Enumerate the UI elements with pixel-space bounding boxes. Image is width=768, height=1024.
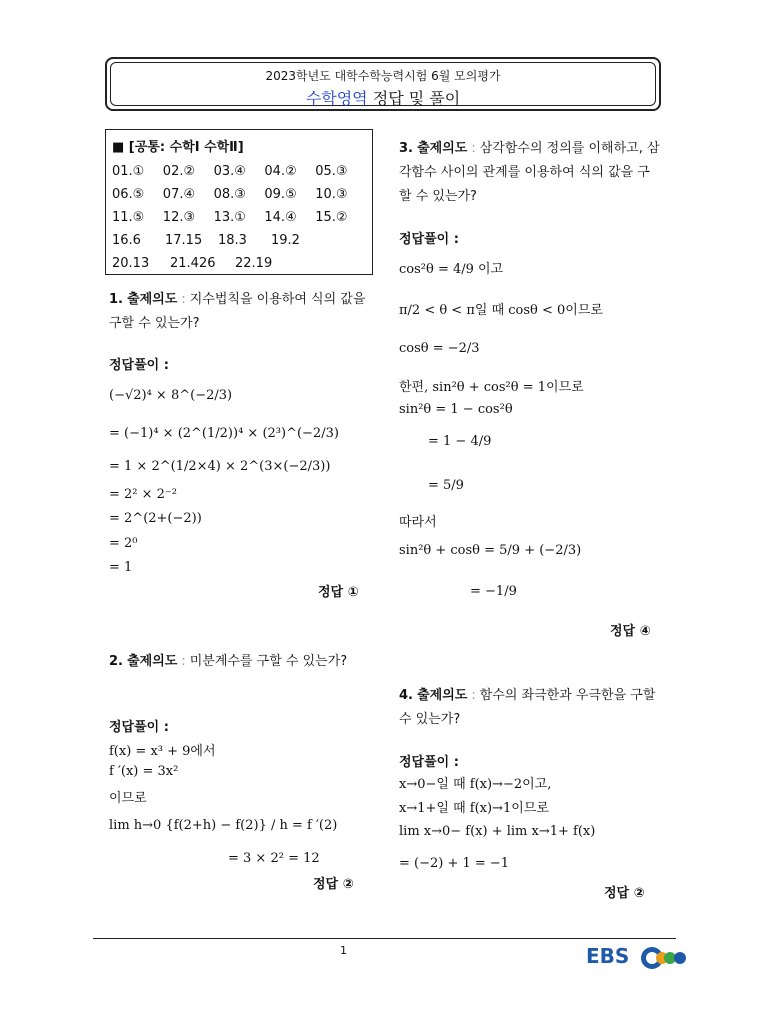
answer-cell: 21.426 — [170, 256, 216, 271]
q1-intent-label: 출제의도 — [127, 292, 178, 307]
answer-cell: 07.④ — [162, 187, 196, 202]
answer-cell: 02.② — [162, 164, 196, 179]
q1-line-1: (−√2)⁴ × 8^(−2/3) — [109, 388, 233, 403]
answer-row — [112, 229, 366, 252]
answer-row — [112, 252, 366, 275]
q2-intent: 2. 출제의도 : 미분계수를 구할 수 있는가? — [109, 654, 348, 669]
q1-solution-label: 정답풀이 : — [109, 358, 169, 373]
q3-line-5: sin²θ = 1 − cos²θ — [399, 402, 513, 417]
answer-cell: 16.6 — [112, 233, 141, 248]
q1-line-6: = 2⁰ — [109, 536, 138, 551]
answer-cell: 09.⑤ — [264, 187, 297, 202]
answer-cell: 01.① — [112, 164, 145, 179]
q1-intent: 1. 출제의도 : 지수법칙을 이용하여 식의 값을 구할 수 있는가? — [109, 292, 366, 331]
q4-line-1: x→0−일 때 f(x)→−2이고, — [399, 777, 552, 792]
answer-cell: 11.⑤ — [112, 210, 145, 225]
title-rest: 정답 및 풀이 — [372, 89, 461, 108]
q4-line-2: x→1+일 때 f(x)→1이므로 — [399, 801, 549, 816]
subject-name: 수학영역 — [305, 89, 368, 108]
q2-intent-text: 미분계수를 구할 수 있는가? — [189, 654, 348, 669]
q4-intent-label: 출제의도 — [417, 688, 468, 703]
answer-cell: 08.③ — [213, 187, 246, 202]
q2-line-4: lim h→0 {f(2+h) − f(2)} / h = f ′(2) — [109, 818, 338, 833]
answer-cell: 06.⑤ — [112, 187, 145, 202]
q4-line-4: = (−2) + 1 = −1 — [399, 856, 510, 871]
question-3 — [399, 137, 661, 209]
q4-answer: 정답 ② — [604, 886, 645, 901]
document-title — [111, 86, 655, 109]
answer-cell: 05.③ — [315, 164, 348, 179]
q1-number: 1. — [109, 292, 123, 307]
answer-cell: 04.② — [264, 164, 297, 179]
q4-intent-text: 함수의 좌극한과 우극한을 구할 수 있는가? — [399, 688, 656, 727]
q3-answer: 정답 ④ — [610, 624, 651, 639]
q4-solution-label: 정답풀이 : — [399, 755, 459, 770]
q3-line-4: 한편, sin²θ + cos²θ = 1이므로 — [399, 380, 584, 395]
answer-cell: 22.19 — [235, 256, 273, 271]
answer-row — [112, 183, 366, 206]
q2-solution-label: 정답풀이 : — [109, 720, 169, 735]
answer-cell: 18.3 — [218, 233, 247, 248]
q1-answer: 정답 ① — [318, 585, 359, 600]
question-1 — [109, 288, 371, 336]
answer-cell: 17.15 — [165, 233, 203, 248]
q3-line-7: = 5/9 — [428, 478, 464, 493]
q1-line-7: = 1 — [109, 560, 133, 575]
question-2 — [109, 650, 371, 674]
ebs-logo — [586, 944, 692, 971]
ebs-logo-icon — [640, 945, 692, 971]
exam-title: 2023학년도 대학수학능력시험 6월 모의평가 — [265, 69, 501, 83]
answer-cell: 12.③ — [162, 210, 196, 225]
page-number: 1 — [340, 944, 347, 957]
answer-cell: 13.① — [213, 210, 246, 225]
answer-cell: 14.④ — [264, 210, 297, 225]
q3-number: 3. — [399, 141, 413, 156]
answer-cell: 10.③ — [315, 187, 348, 202]
answer-row — [112, 206, 366, 229]
q2-line-2: f ′(x) = 3x² — [109, 764, 179, 779]
q3-line-1: cos²θ = 4/9 이고 — [399, 262, 504, 277]
answer-key-grid — [112, 160, 366, 275]
answer-cell: 20.13 — [112, 256, 150, 271]
title-box — [105, 57, 661, 111]
q2-intent-label: 출제의도 — [127, 654, 178, 669]
answer-cell: 03.④ — [213, 164, 246, 179]
q2-line-3: 이므로 — [109, 791, 147, 806]
q3-solution-label: 정답풀이 : — [399, 232, 459, 247]
answer-cell: 15.② — [315, 210, 348, 225]
q2-number: 2. — [109, 654, 123, 669]
q2-line-5: = 3 × 2² = 12 — [228, 851, 320, 866]
answer-cell: 19.2 — [271, 233, 300, 248]
answer-row — [112, 160, 366, 183]
footer-divider — [93, 938, 676, 939]
q4-line-3: lim x→0− f(x) + lim x→1+ f(x) — [399, 824, 596, 839]
q3-line-6: = 1 − 4/9 — [428, 434, 492, 449]
q3-intent-text: 삼각함수의 정의를 이해하고, 삼각함수 사이의 관계를 이용하여 식의 값을 구할 수 있는가? — [399, 141, 660, 204]
answer-key-title: ■ [공통: 수학Ⅰ 수학Ⅱ] — [112, 140, 244, 155]
q4-number: 4. — [399, 688, 413, 703]
answer-key-box — [105, 129, 373, 275]
q3-line-2: π/2 < θ < π일 때 cosθ < 0이므로 — [399, 303, 603, 318]
q3-line-8: 따라서 — [399, 515, 437, 530]
q1-line-4: = 2² × 2⁻² — [109, 487, 178, 502]
q2-answer: 정답 ② — [313, 877, 354, 892]
q1-line-2: = (−1)⁴ × (2^(1/2))⁴ × (2³)^(−2/3) — [109, 426, 339, 441]
ebs-logo-text: EBS — [586, 944, 630, 968]
question-4 — [399, 684, 661, 732]
q3-intent-label: 출제의도 — [417, 141, 468, 156]
q3-intent: 3. 출제의도 : 삼각함수의 정의를 이해하고, 삼각함수 사이의 관계를 이용하여 식의 값을 구할 수 있는가? — [399, 141, 660, 204]
q3-line-3: cosθ = −2/3 — [399, 341, 480, 356]
q1-intent-text: 지수법칙을 이용하여 식의 값을 구할 수 있는가? — [109, 292, 366, 331]
q2-line-1: f(x) = x³ + 9에서 — [109, 744, 216, 759]
q3-line-9: sin²θ + cosθ = 5/9 + (−2/3) — [399, 543, 582, 558]
q3-line-10: = −1/9 — [470, 584, 517, 599]
q1-line-5: = 2^(2+(−2)) — [109, 511, 202, 526]
q1-line-3: = 1 × 2^(1/2×4) × 2^(3×(−2/3)) — [109, 459, 331, 474]
q4-intent: 4. 출제의도 : 함수의 좌극한과 우극한을 구할 수 있는가? — [399, 688, 656, 727]
